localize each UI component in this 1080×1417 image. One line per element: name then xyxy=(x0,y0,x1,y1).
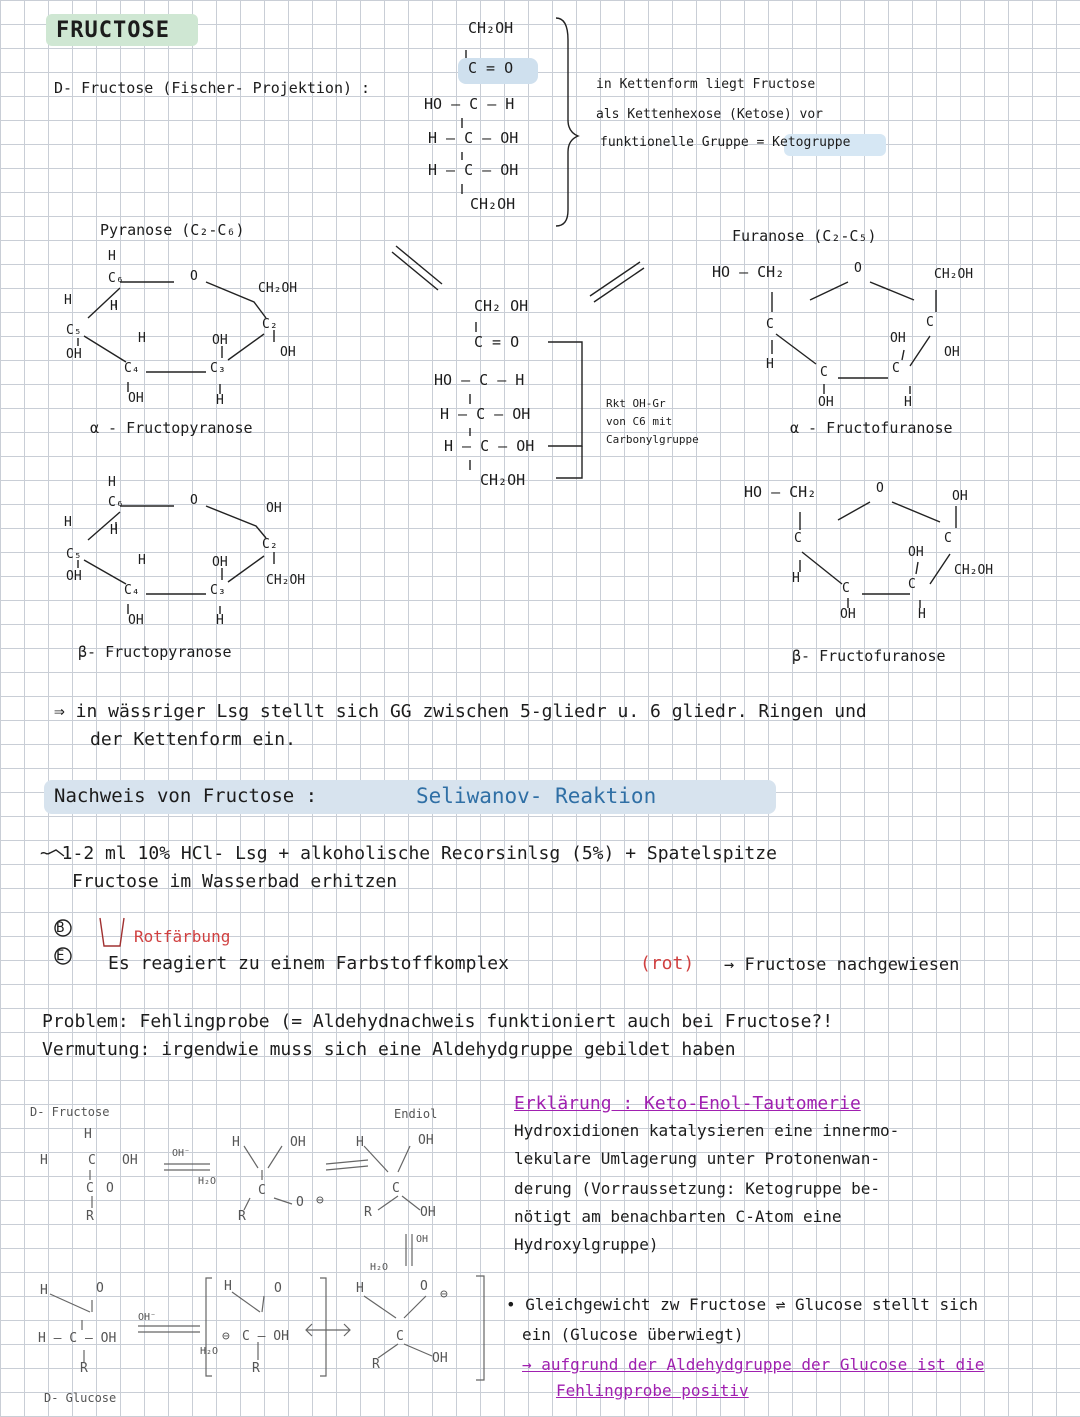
atom: H xyxy=(138,331,146,346)
erklaerung-heading: Erklärung : Keto-Enol-Tautomerie xyxy=(514,1093,861,1114)
fehling-conclusion: Fehlingprobe positiv xyxy=(556,1381,749,1400)
atom: OH xyxy=(212,333,228,348)
atom: C xyxy=(86,1181,94,1196)
atom: H xyxy=(108,249,116,264)
atom: C₆ xyxy=(108,271,124,286)
atom: H xyxy=(224,1279,232,1294)
atom: H xyxy=(904,395,912,410)
atom: C xyxy=(396,1329,404,1344)
furanose-heading: Furanose (C₂-C₅) xyxy=(732,227,877,245)
atom: ⊖ xyxy=(222,1329,230,1344)
reaction-note: von C6 mit xyxy=(606,415,673,428)
atom: C xyxy=(820,365,828,380)
atom: H₂O xyxy=(200,1346,219,1357)
atom: OH xyxy=(122,1153,138,1168)
b-mark: B xyxy=(56,920,65,936)
atom: R xyxy=(372,1357,380,1372)
atom: H xyxy=(356,1281,364,1296)
fehling-conclusion: → aufgrund der Aldehydgruppe der Glucose ist die xyxy=(522,1355,985,1374)
atom: C xyxy=(258,1183,266,1198)
atom: OH xyxy=(818,395,834,410)
fischer-row: C = O xyxy=(468,59,514,77)
fischer-row: HO – C – H xyxy=(424,95,515,113)
atom: CH₂OH xyxy=(266,573,306,588)
atom: OH xyxy=(418,1133,434,1148)
atom: O xyxy=(420,1279,428,1294)
atom: H xyxy=(84,1127,92,1142)
atom: ⊖ xyxy=(316,1193,324,1208)
atom: H xyxy=(792,571,800,586)
atom: OH xyxy=(908,545,924,560)
chain-row: C = O xyxy=(474,333,520,351)
beta-furanose-label: β- Fructofuranose xyxy=(792,647,946,665)
atom: CH₂OH xyxy=(934,267,974,282)
gleichgewicht-line: ein (Glucose überwiegt) xyxy=(522,1325,744,1344)
equilibrium-text: ⇒ in wässriger Lsg stellt sich GG zwischen 5-gliedr u. 6 gliedr. Ringen und xyxy=(54,701,867,722)
atom: C₅ xyxy=(66,547,82,562)
atom: R xyxy=(238,1209,246,1224)
atom: C xyxy=(926,315,934,330)
atom: C xyxy=(766,317,774,332)
alpha-pyranose-label: α - Fructopyranose xyxy=(90,419,253,437)
problem-text: Problem: Fehlingprobe (= Aldehydnachweis funktioniert auch bei Fructose?! xyxy=(42,1011,834,1032)
atom: OH⁻ xyxy=(172,1148,191,1159)
fischer-row: CH₂OH xyxy=(470,195,516,213)
ring-close-arrow xyxy=(548,342,582,446)
atom: OH xyxy=(290,1135,306,1150)
atom: C₄ xyxy=(124,583,140,598)
atom: O xyxy=(96,1281,104,1296)
atom: C₃ xyxy=(210,583,226,598)
endiol-label: Endiol xyxy=(394,1107,438,1121)
atom: OH xyxy=(432,1351,448,1366)
atom: O xyxy=(190,493,198,508)
fischer-heading: D- Fructose (Fischer- Projektion) : xyxy=(54,79,371,97)
atom: C₂ xyxy=(262,317,278,332)
atom: C xyxy=(892,361,900,376)
atom: H xyxy=(40,1153,48,1168)
atom: H xyxy=(918,607,926,622)
atom: H xyxy=(356,1135,364,1150)
atom: H₂O xyxy=(370,1262,389,1273)
erklaerung-line: Hydroxidionen katalysieren eine innermo- xyxy=(514,1121,900,1140)
atom: OH xyxy=(128,613,144,628)
fischer-row: H – C – OH xyxy=(428,129,519,147)
chain-row: HO – C – H xyxy=(434,371,525,389)
e-mark: E xyxy=(56,948,65,964)
chain-row: H – C – OH xyxy=(440,405,531,423)
atom: CH₂OH xyxy=(954,563,994,578)
atom: OH xyxy=(890,331,906,346)
atom: OH xyxy=(266,501,282,516)
atom: C₂ xyxy=(262,537,278,552)
equilibrium-arrow-right xyxy=(590,262,644,302)
chain-row: H – C – OH xyxy=(444,437,535,455)
atom: H xyxy=(138,553,146,568)
atom: C₃ xyxy=(210,361,226,376)
atom: C₅ xyxy=(66,323,82,338)
atom: R xyxy=(80,1361,88,1376)
atom: H xyxy=(216,613,224,628)
gleichgewicht-line: • Gleichgewicht zw Fructose ⇌ Glucose stellt sich xyxy=(506,1295,979,1314)
atom: OH xyxy=(416,1234,429,1245)
e-mark-circle xyxy=(55,948,71,964)
atom: O xyxy=(296,1195,304,1210)
atom: O xyxy=(274,1281,282,1296)
atom: H₂O xyxy=(198,1176,217,1187)
atom: HO – CH₂ xyxy=(712,263,785,281)
chain-row: CH₂ OH xyxy=(474,297,529,315)
atom: C xyxy=(392,1181,400,1196)
erklaerung-line: derung (Vorraussetzung: Ketogruppe be- xyxy=(514,1179,881,1198)
atom: H xyxy=(108,475,116,490)
nachweis-method: Seliwanov- Reaktion xyxy=(416,784,657,808)
equilibrium-text: der Kettenform ein. xyxy=(90,729,296,750)
atom: CH₂OH xyxy=(258,281,298,296)
atom: R xyxy=(86,1209,94,1224)
rot-label: (rot) xyxy=(640,953,695,974)
pyranose-heading: Pyranose (C₂-C₆) xyxy=(100,221,245,239)
atom: O xyxy=(854,261,862,276)
atom: O xyxy=(190,269,198,284)
atom: OH xyxy=(280,345,296,360)
atom: OH xyxy=(944,345,960,360)
d-fructose-label: D- Fructose xyxy=(30,1105,110,1119)
fischer-brace xyxy=(556,18,578,226)
fischer-row: H – C – OH xyxy=(428,161,519,179)
fischer-note: als Kettenhexose (Ketose) vor xyxy=(596,107,823,122)
atom: H xyxy=(110,523,118,538)
reaction-note: Carbonylgruppe xyxy=(606,433,699,446)
chain-row: CH₂OH xyxy=(480,471,526,489)
atom: O xyxy=(876,481,884,496)
nachweis-text: Fructose im Wasserbad erhitzen xyxy=(72,871,398,892)
atom: OH xyxy=(952,489,968,504)
atom: C xyxy=(842,581,850,596)
b-mark-circle xyxy=(55,920,71,936)
erklaerung-line: lekulare Umlagerung unter Protonenwan- xyxy=(514,1149,881,1168)
atom: OH xyxy=(66,569,82,584)
erklaerung-line: nötigt am benachbarten C-Atom eine xyxy=(514,1207,842,1226)
alpha-furanose-label: α - Fructofuranose xyxy=(790,419,953,437)
atom: H xyxy=(40,1283,48,1298)
atom: H xyxy=(110,299,118,314)
observation: Rotfärbung xyxy=(134,927,231,946)
reaction-note: Rkt OH-Gr xyxy=(606,397,666,410)
atom: OH xyxy=(66,347,82,362)
atom: OH⁻ xyxy=(138,1312,157,1323)
atom: H xyxy=(64,293,72,308)
atom: ⊖ xyxy=(440,1287,448,1302)
atom: OH xyxy=(212,555,228,570)
atom: OH xyxy=(420,1205,436,1220)
atom: C xyxy=(88,1153,96,1168)
fischer-note: funktionelle Gruppe = Ketogruppe xyxy=(600,135,851,150)
atom: H xyxy=(64,515,72,530)
atom: C – OH xyxy=(242,1329,289,1344)
atom: H xyxy=(216,393,224,408)
d-glucose-label: D- Glucose xyxy=(44,1391,117,1405)
erklaerung-line: Hydroxylgruppe) xyxy=(514,1235,659,1254)
fischer-note: in Kettenform liegt Fructose xyxy=(596,77,816,92)
atom: R xyxy=(364,1205,372,1220)
beta-pyranose-label: β- Fructopyranose xyxy=(78,643,232,661)
beaker-icon xyxy=(100,918,124,946)
atom: H xyxy=(766,357,774,372)
vertical-equilibrium-arrow xyxy=(406,1234,412,1266)
atom: H – C – OH xyxy=(38,1331,117,1346)
atom: C xyxy=(944,531,952,546)
equilibrium-arrow-left xyxy=(392,246,442,290)
atom: O xyxy=(106,1181,114,1196)
fischer-row: CH₂OH xyxy=(468,19,514,37)
atom: HO – CH₂ xyxy=(744,483,817,501)
atom: OH xyxy=(840,607,856,622)
nachweis-label: Nachweis von Fructose : xyxy=(54,785,318,807)
nachweis-result: → Fructose nachgewiesen xyxy=(724,955,960,975)
atom: C₆ xyxy=(108,495,124,510)
atom: H xyxy=(232,1135,240,1150)
atom: C xyxy=(794,531,802,546)
vermutung-text: Vermutung: irgendwie muss sich eine Aldehydgruppe gebildet haben xyxy=(42,1039,736,1060)
atom: C xyxy=(908,577,916,592)
atom: C₄ xyxy=(124,361,140,376)
explanation: Es reagiert zu einem Farbstoffkomplex xyxy=(108,953,509,974)
atom: R xyxy=(252,1361,260,1376)
atom: OH xyxy=(128,391,144,406)
page-title: FRUCTOSE xyxy=(56,18,170,43)
nachweis-text: ~ 1-2 ml 10% HCl- Lsg + alkoholische Recorsinlsg (5%) + Spatelspitze xyxy=(40,843,777,864)
